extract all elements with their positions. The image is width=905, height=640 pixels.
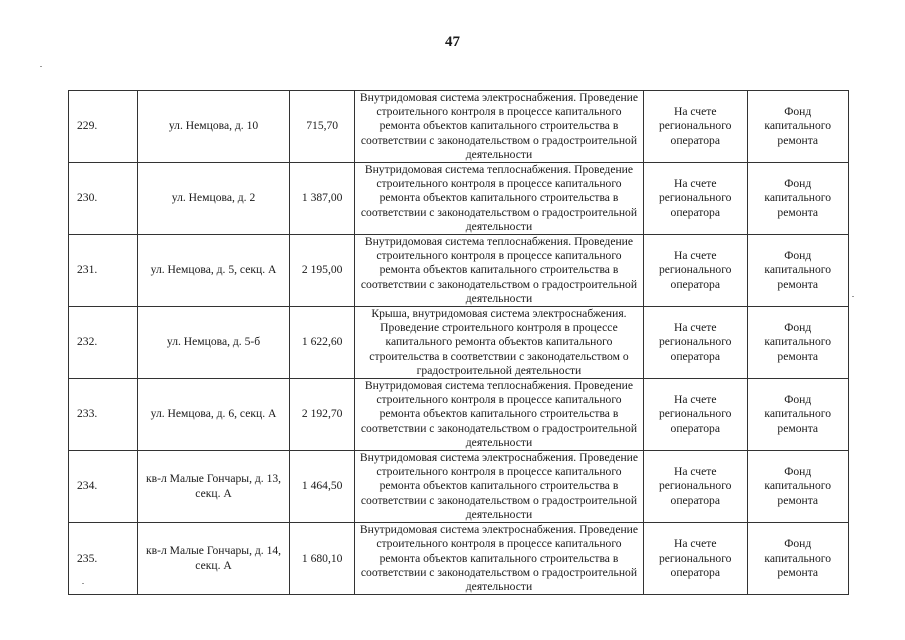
account-cell: На счете регионального оператора xyxy=(643,451,747,523)
account-cell: На счете регионального оператора xyxy=(643,91,747,163)
table-row xyxy=(69,523,849,595)
table-row xyxy=(69,163,849,235)
table-row xyxy=(69,451,849,523)
address-cell: ул. Немцова, д. 10 xyxy=(137,91,290,163)
funding-source-cell: Фонд капитального ремонта xyxy=(747,523,849,595)
page-number: 47 xyxy=(445,34,460,50)
address-cell: ул. Немцова, д. 2 xyxy=(137,163,290,235)
row-number: 234. xyxy=(69,451,138,523)
row-number: 235. xyxy=(69,523,138,595)
address-cell: ул. Немцова, д. 5, секц. А xyxy=(137,235,290,307)
scan-speck xyxy=(852,296,854,297)
work-description-cell: Внутридомовая система теплоснабжения. Проведение строительного контроля в процессе капитального ремонта объектов капитального строительства в соответствии с законодательством о градостроительной деятельности xyxy=(354,379,643,451)
account-cell: На счете регионального оператора xyxy=(643,307,747,379)
table-row xyxy=(69,307,849,379)
work-description-cell: Внутридомовая система теплоснабжения. Проведение строительного контроля в процессе капитального ремонта объектов капитального строительства в соответствии с законодательством о градостроительной деятельности xyxy=(354,163,643,235)
cost-cell: 1 622,60 xyxy=(290,307,355,379)
row-number: 229. xyxy=(69,91,138,163)
work-description-cell: Внутридомовая система электроснабжения. Проведение строительного контроля в процессе капитального ремонта объектов капитального строительства в соответствии с законодательством о градостроительной деятельности xyxy=(354,451,643,523)
address-cell: кв-л Малые Гончары, д. 13, секц. А xyxy=(137,451,290,523)
cost-cell: 1 680,10 xyxy=(290,523,355,595)
account-cell: На счете регионального оператора xyxy=(643,379,747,451)
scan-speck xyxy=(40,66,42,67)
cost-cell: 2 195,00 xyxy=(290,235,355,307)
address-cell: ул. Немцова, д. 6, секц. А xyxy=(137,379,290,451)
repair-registry-table xyxy=(68,90,849,595)
table-row xyxy=(69,235,849,307)
funding-source-cell: Фонд капитального ремонта xyxy=(747,379,849,451)
cost-cell: 2 192,70 xyxy=(290,379,355,451)
row-number: 231. xyxy=(69,235,138,307)
row-number: 233. xyxy=(69,379,138,451)
cost-cell: 715,70 xyxy=(290,91,355,163)
funding-source-cell: Фонд капитального ремонта xyxy=(747,91,849,163)
funding-source-cell: Фонд капитального ремонта xyxy=(747,163,849,235)
address-cell: ул. Немцова, д. 5-б xyxy=(137,307,290,379)
address-cell: кв-л Малые Гончары, д. 14, секц. А xyxy=(137,523,290,595)
account-cell: На счете регионального оператора xyxy=(643,163,747,235)
row-number: 232. xyxy=(69,307,138,379)
table-row xyxy=(69,91,849,163)
account-cell: На счете регионального оператора xyxy=(643,235,747,307)
work-description-cell: Крыша, внутридомовая система электроснабжения. Проведение строительного контроля в процессе капитального ремонта объектов капитального строительства в соответствии с законодательством о градостроительной деятельности xyxy=(354,307,643,379)
table-row xyxy=(69,379,849,451)
work-description-cell: Внутридомовая система теплоснабжения. Проведение строительного контроля в процессе капитального ремонта объектов капитального строительства в соответствии с законодательством о градостроительной деятельности xyxy=(354,235,643,307)
work-description-cell: Внутридомовая система электроснабжения. Проведение строительного контроля в процессе капитального ремонта объектов капитального строительства в соответствии с законодательством о градостроительной деятельности xyxy=(354,523,643,595)
row-number: 230. xyxy=(69,163,138,235)
funding-source-cell: Фонд капитального ремонта xyxy=(747,451,849,523)
account-cell: На счете регионального оператора xyxy=(643,523,747,595)
funding-source-cell: Фонд капитального ремонта xyxy=(747,307,849,379)
scan-speck xyxy=(82,583,84,584)
cost-cell: 1 387,00 xyxy=(290,163,355,235)
table-body xyxy=(69,91,849,595)
funding-source-cell: Фонд капитального ремонта xyxy=(747,235,849,307)
work-description-cell: Внутридомовая система электроснабжения. Проведение строительного контроля в процессе капитального ремонта объектов капитального строительства в соответствии с законодательством о градостроительной деятельности xyxy=(354,91,643,163)
cost-cell: 1 464,50 xyxy=(290,451,355,523)
